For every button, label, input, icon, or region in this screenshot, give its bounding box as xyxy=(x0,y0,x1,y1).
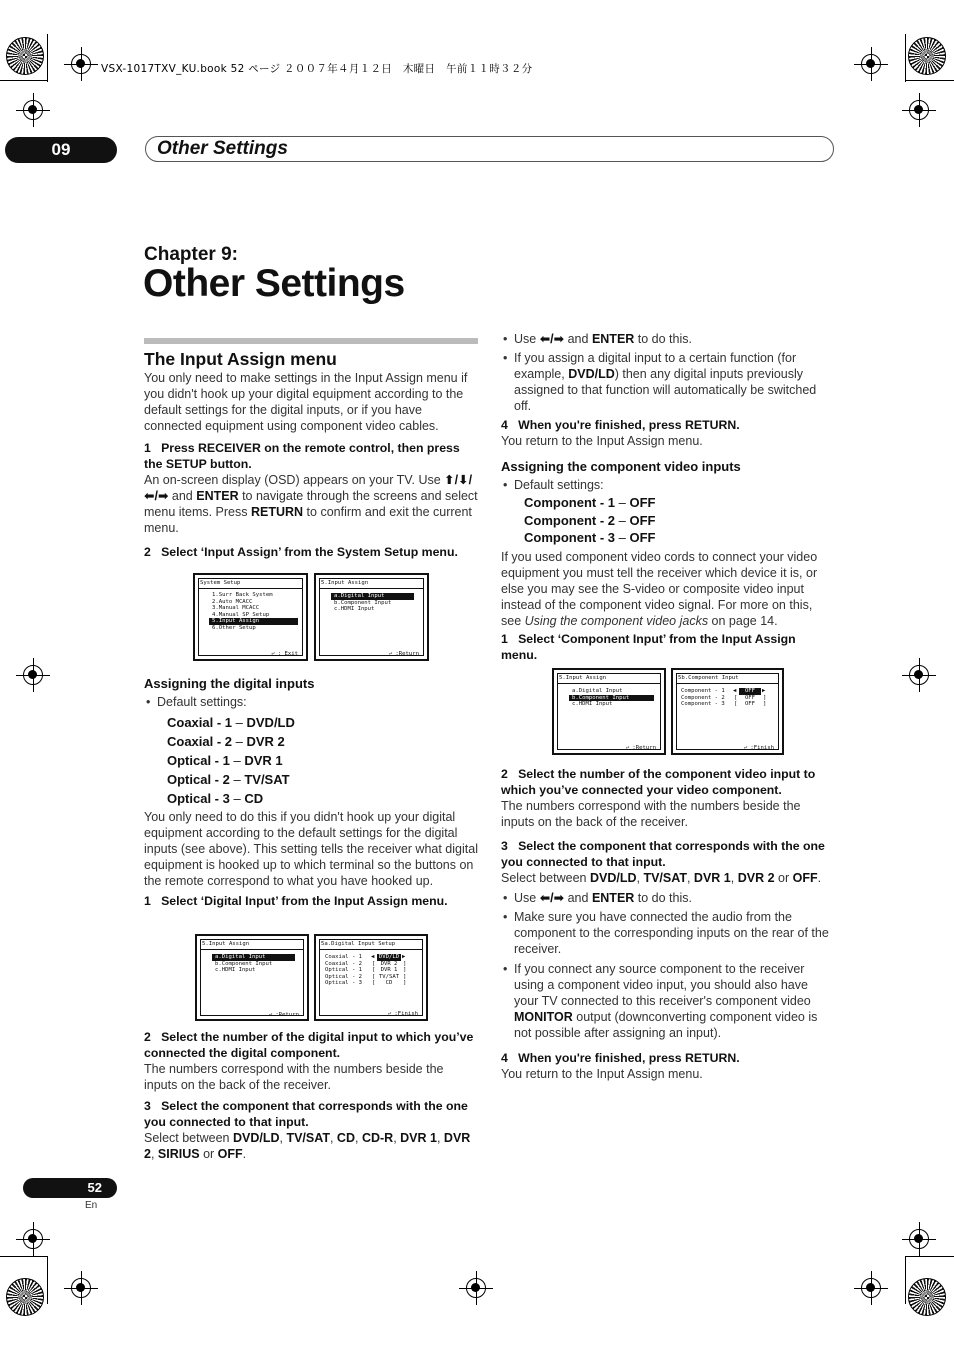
registration-crosshair xyxy=(861,1278,881,1298)
registration-crosshair xyxy=(909,100,929,120)
osd-row-label: Component - 2 xyxy=(681,694,725,701)
osd-row-value: TV/SAT xyxy=(378,973,400,980)
osd-row-value: OFF xyxy=(744,694,756,701)
osd-row-label: Optical - 1 xyxy=(325,967,363,973)
component-step-2-body: The numbers correspond with the numbers beside the inputs on the back of the receiver. xyxy=(501,799,801,829)
bullet-use-arrows: • Use ⬅/➡ and ENTER to do this. xyxy=(501,890,835,906)
chapter-title: Other Settings xyxy=(143,262,405,305)
osd-input-assign xyxy=(552,668,666,755)
registration-starburst-top-left xyxy=(6,37,44,75)
default-setting-row: Optical - 3 – CD xyxy=(167,791,264,806)
osd-menu-item: c.HDMI Input xyxy=(334,606,375,612)
left-column-2 xyxy=(144,676,478,909)
osd-bracket-left: [ xyxy=(734,701,738,707)
component-step-1: 1 Select ‘Component Input’ from the Input Assign menu. xyxy=(501,631,796,662)
osd-row-value: DVR 1 xyxy=(380,967,398,973)
osd-bracket-right: ] xyxy=(403,967,407,973)
registration-starburst-top-right xyxy=(908,37,946,75)
osd-title: 5.Input Assign xyxy=(202,941,250,947)
registration-crosshair xyxy=(23,1229,43,1249)
default-setting-row: Optical - 1 – DVR 1 xyxy=(167,753,283,768)
right-column-2 xyxy=(501,766,835,1082)
osd-menu-item: a.Digital Input xyxy=(572,688,623,694)
intro-paragraph: You only need to make settings in the Input Assign menu if you didn't hook up your digital equipment according to the default settings for the digital inputs, or if you have connected equipment using component video cables. xyxy=(144,371,468,433)
osd-footer: ⤶ :Finish xyxy=(743,745,774,751)
bullet-use-arrows: • Use ⬅/➡ and ENTER to do this. xyxy=(501,331,835,347)
default-setting-row: Coaxial - 1 – DVD/LD xyxy=(167,715,295,730)
osd-system-setup xyxy=(193,573,308,661)
default-settings-bullet: • Default settings: xyxy=(501,477,835,493)
crop-line xyxy=(905,1256,906,1304)
crop-line xyxy=(47,1256,48,1304)
osd-title: 5.Input Assign xyxy=(559,675,607,681)
component-step-3-body: Select between DVD/LD, TV/SAT, DVR 1, DVR 2 or OFF. xyxy=(501,871,822,885)
osd-menu-item: 6.Other Setup xyxy=(212,624,256,631)
osd-arrow-left: ◀ xyxy=(371,954,375,960)
component-step-4-body: You return to the Input Assign menu. xyxy=(501,1067,703,1081)
registration-crosshair xyxy=(71,54,91,74)
osd-bracket-right: ] xyxy=(403,973,407,980)
osd-bracket-left: [ xyxy=(372,960,376,967)
osd-title: 5a.Digital Input Setup xyxy=(321,941,396,947)
osd-input-assign xyxy=(314,573,429,661)
component-step-2: 2 Select the number of the component video input to which you’ve connected your video component. xyxy=(501,767,816,797)
bullet-audio-note: • Make sure you have connected the audio from the component to the corresponding inputs on the rear of the receiver. xyxy=(501,909,835,957)
osd-menu-item: 4.Manual SP Setup xyxy=(212,611,270,618)
osd-row-label: Optical - 2 xyxy=(325,973,363,980)
osd-title: 5b.Component Input xyxy=(678,675,739,681)
osd-arrow-left: ◀ xyxy=(733,688,737,694)
osd-footer: ⤶ :Return xyxy=(268,1012,299,1018)
osd-menu-item: b.Component Input xyxy=(334,599,392,606)
osd-row-value: DVR 2 xyxy=(380,960,398,967)
default-setting-row: Component - 3 – OFF xyxy=(524,530,656,545)
osd-menu-item: c.HDMI Input xyxy=(572,701,613,707)
left-column xyxy=(144,348,478,560)
osd-bracket-left: [ xyxy=(372,980,376,986)
default-setting-row: Optical - 2 – TV/SAT xyxy=(167,772,290,787)
right-column xyxy=(501,331,835,663)
osd-digital-input-setup xyxy=(314,934,428,1021)
page-number: 52 xyxy=(23,1178,117,1198)
osd-row-value-selected: OFF xyxy=(739,688,761,695)
book-info: VSX-1017TXV_KU.book 52 ページ ２００７年４月１２日 木曜日 午前１１時３２分 xyxy=(101,63,533,75)
section-title: The Input Assign menu xyxy=(144,349,337,369)
osd-bracket-left: [ xyxy=(372,967,376,973)
digital-step-2-body: The numbers correspond with the numbers beside the inputs on the back of the receiver. xyxy=(144,1062,444,1092)
registration-crosshair xyxy=(909,665,929,685)
osd-row-value: OFF xyxy=(744,701,756,707)
osd-bracket-right: ] xyxy=(403,980,407,986)
registration-crosshair xyxy=(23,100,43,120)
component-inputs-title: Assigning the component video inputs xyxy=(501,459,741,474)
osd-bracket-left: [ xyxy=(372,973,376,980)
osd-bracket-right: ] xyxy=(763,694,767,701)
bullet-monitor-note: • If you connect any source component to the receiver using a component video input, you should also have your TV connected to this receiver's component video MONITOR output (downconverting component video is not possible after assigning an input). xyxy=(501,961,835,1041)
step-1-body: An on-screen display (OSD) appears on your TV. Use ⬆/⬇/⬅/➡ and ENTER to navigate through the screens and select menu items. Press RETURN to confirm and exit the current menu. xyxy=(144,473,478,535)
chapter-label: Chapter 9: xyxy=(144,244,238,265)
left-column-3 xyxy=(144,1029,478,1162)
registration-crosshair xyxy=(23,665,43,685)
osd-menu-item-selected: 5.Input Assign xyxy=(209,618,298,625)
osd-row-label: Optical - 3 xyxy=(325,980,363,986)
component-body: If you used component video cords to connect your video equipment you must tell the receiver which device it is, or else you may see the S-video or composite video input instead of the component video signal. For more on this, see Using the component video jacks on page 14. xyxy=(501,549,818,628)
osd-footer: ⤶ : Exit xyxy=(271,651,298,657)
osd-title: System Setup xyxy=(200,580,241,586)
digital-step-1: 1 Select ‘Digital Input’ from the Input Assign menu. xyxy=(144,894,448,908)
registration-starburst-bottom-left xyxy=(6,1278,44,1316)
osd-menu-item: b.Component Input xyxy=(215,960,273,967)
osd-footer: ⤶ :Finish xyxy=(387,1011,418,1017)
default-setting-row: Component - 2 – OFF xyxy=(524,512,656,528)
crop-line xyxy=(905,34,906,82)
step-2: 2 Select ‘Input Assign’ from the System Setup menu. xyxy=(144,545,458,559)
osd-bracket-left: [ xyxy=(734,694,738,701)
osd-row-value: CD xyxy=(385,980,393,986)
default-setting-row: Component - 1 – OFF xyxy=(524,495,656,510)
step-1: 1 Press RECEIVER on the remote control, then press the SETUP button. xyxy=(144,441,460,471)
osd-menu-item-selected: a.Digital Input xyxy=(212,954,295,961)
digital-step-2: 2 Select the number of the digital input to which you’ve connected the digital component. xyxy=(144,1030,474,1060)
osd-bracket-right: ] xyxy=(763,701,767,707)
header-title: Other Settings xyxy=(157,138,288,159)
crop-line xyxy=(0,80,48,81)
osd-bracket-right: ] xyxy=(403,960,407,967)
registration-crosshair xyxy=(71,1278,91,1298)
registration-crosshair xyxy=(909,1229,929,1249)
osd-row-label: Coaxial - 2 xyxy=(325,960,363,967)
step-4: 4 When you're finished, press RETURN. xyxy=(501,418,740,432)
default-setting-row: Coaxial - 2 – DVR 2 xyxy=(167,734,285,749)
digital-step-3: 3 Select the component that corresponds with the one you connected to that input. xyxy=(144,1099,468,1129)
registration-crosshair xyxy=(466,1278,486,1298)
osd-menu-item: 1.Surr Back System xyxy=(212,592,273,598)
component-step-4: 4 When you're finished, press RETURN. xyxy=(501,1051,740,1065)
osd-arrow-right: ▶ xyxy=(402,954,406,960)
crop-line xyxy=(0,1256,48,1257)
osd-menu-item: 3.Manual MCACC xyxy=(212,605,260,611)
default-settings-bullet: • Default settings: xyxy=(144,694,478,710)
osd-footer: ⤶ :Return xyxy=(625,745,656,751)
osd-footer: ⤶ :Return xyxy=(388,651,419,657)
registration-starburst-bottom-right xyxy=(908,1278,946,1316)
crop-line xyxy=(905,80,954,81)
osd-row-value-selected: DVD/LD xyxy=(378,954,400,960)
crop-line xyxy=(47,34,48,82)
osd-arrow-right: ▶ xyxy=(762,688,766,694)
digital-step-3-body: Select between DVD/LD, TV/SAT, CD, CD-R, DVR 1, DVR 2, SIRIUS or OFF. xyxy=(144,1131,471,1161)
osd-menu-item: 2.Auto MCACC xyxy=(212,598,253,605)
component-step-3: 3 Select the component that corresponds with the one you connected to that input. xyxy=(501,839,825,869)
osd-menu-item-selected: b.Component Input xyxy=(569,695,654,702)
osd-row-label: Component - 1 xyxy=(681,688,725,694)
osd-menu-item-selected: a.Digital Input xyxy=(331,593,414,600)
digital-inputs-body: You only need to do this if you didn't hook up your digital equipment according to the default settings for the digital inputs (see above). This setting tells the receiver what digital equipment is hooked up to which terminal so the buttons on the remote correspond to what you have hooked up. xyxy=(144,810,478,888)
osd-menu-item: c.HDMI Input xyxy=(215,967,256,973)
chapter-number-badge: 09 xyxy=(5,137,117,163)
bullet-assign-note: • If you assign a digital input to a certain function (for example, DVD/LD) then any digital inputs previously assigned to that function will automatically be switched off. xyxy=(501,350,835,414)
osd-row-label: Component - 3 xyxy=(681,701,725,707)
digital-inputs-title: Assigning the digital inputs xyxy=(144,676,315,691)
registration-crosshair xyxy=(861,54,881,74)
page-language: En xyxy=(85,1200,98,1211)
osd-title: 5.Input Assign xyxy=(321,580,369,586)
osd-input-assign xyxy=(195,934,309,1021)
step-4-body: You return to the Input Assign menu. xyxy=(501,434,703,448)
osd-row-label: Coaxial - 1 xyxy=(325,954,363,960)
osd-component-input xyxy=(671,668,784,755)
crop-line xyxy=(905,1256,954,1257)
section-rule xyxy=(144,338,478,344)
